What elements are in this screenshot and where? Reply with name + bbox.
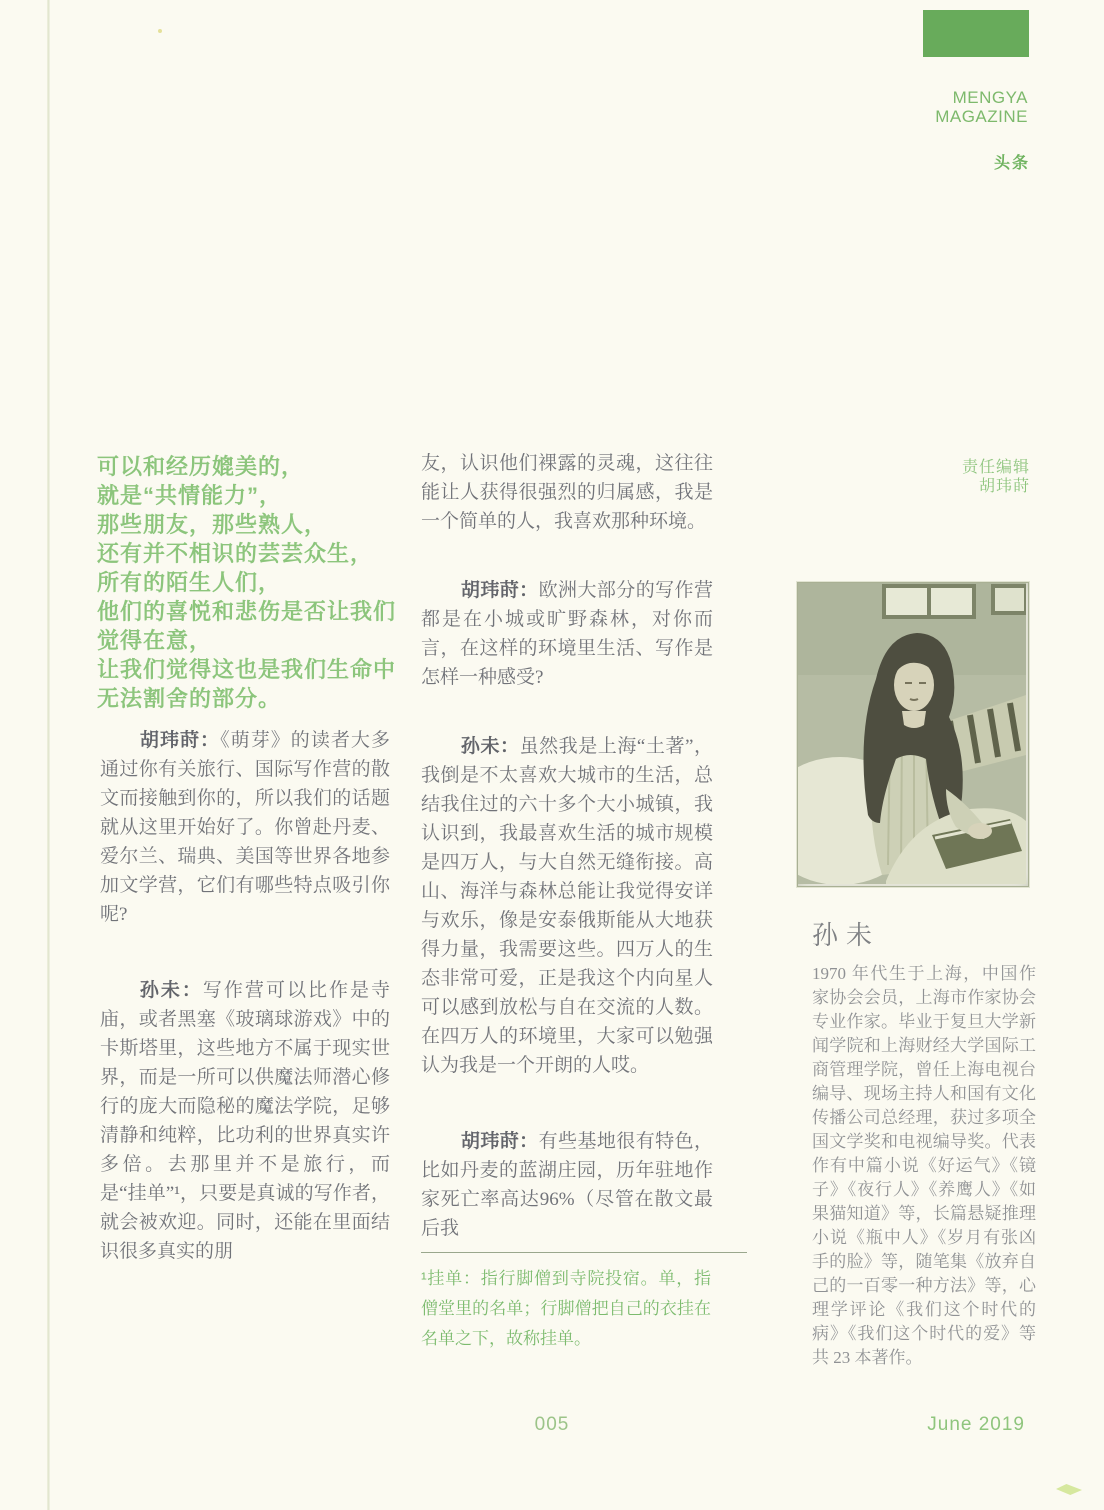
pull-quote-line: 就是“共情能力”， <box>97 483 283 508</box>
editor-credit-name: 胡玮莳 <box>978 478 1030 495</box>
interview-question <box>100 726 390 929</box>
pull-quote-line: 那些朋友，那些熟人， <box>97 512 328 537</box>
magazine-name <box>935 88 1028 126</box>
speaker-name: 胡玮莳： <box>460 1131 539 1152</box>
magazine-logo-block <box>923 10 1029 57</box>
answer-text: 虽然我是上海“土著”，我倒是不太喜欢大城市的生活，总结我住过的六十多个大小城镇，我认识到，我最喜欢生活的城市规模是四万人，与大自然无缝衔接。高山、海洋与森林总能让我觉得安详与欢乐，像是安泰俄斯能从大地获得力量，我需要这些。四万人的生态非常可爱，正是我这个内向星人可以感到放松与自在交流的人数。在四万人的环境里，大家可以勉强认为我是一个开朗的人哎。 <box>421 736 713 1076</box>
pull-quote-line: 可以和经历媲美的， <box>97 454 305 479</box>
portrait-photo <box>797 582 1029 887</box>
pull-quote-line: 让我们觉得这也是我们生命中 <box>97 657 397 682</box>
speaker-name: 孙未： <box>139 980 203 1001</box>
editor-credit <box>962 458 1030 496</box>
interview-question <box>421 576 713 692</box>
page-number: 005 <box>534 1414 570 1435</box>
editor-credit-label: 责任编辑 <box>961 459 1030 476</box>
interview-column-2 <box>421 449 713 1243</box>
interview-answer <box>421 732 713 1080</box>
woman-portrait-illustration <box>798 583 1026 884</box>
question-text: 有些基地很有特色，比如丹麦的蓝湖庄园，历年驻地作家死亡率高达96%（尽管在散文最后我 <box>421 1131 713 1239</box>
speaker-name: 胡玮莳： <box>139 730 221 751</box>
pull-quote-line: 所有的陌生人们， <box>97 570 282 595</box>
speaker-name: 胡玮莳： <box>460 580 539 601</box>
corner-scan-mark <box>1056 1484 1082 1495</box>
pull-quote-line: 他们的喜悦和悲伤是否让我们 <box>97 599 397 624</box>
footnote-divider <box>421 1252 747 1253</box>
pull-quote-line: 觉得在意， <box>97 628 213 653</box>
interview-column-1 <box>100 726 390 1266</box>
scan-dot-artifact <box>158 29 162 33</box>
footnote: ¹挂单：指行脚僧到寺院投宿。单，指僧堂里的名单；行脚僧把自己的衣挂在名单之下，故称挂单。 <box>421 1269 711 1348</box>
question-text: 《萌芽》的读者大多通过你有关旅行、国际写作营的散文而接触到你的，所以我们的话题就从这里开始好了。你曾赴丹麦、爱尔兰、瑞典、美国等世界各地参加文学营，它们有哪些特点吸引你呢? <box>100 730 390 925</box>
question-text: 欧洲大部分的写作营都是在小城或旷野森林，对你而言，在这样的环境里生活、写作是怎样一种感受? <box>421 580 713 688</box>
interview-answer-continued: 友，认识他们裸露的灵魂，这往往能让人获得很强烈的归属感，我是一个简单的人，我喜欢那种环境。 <box>421 453 713 532</box>
pull-quote-line: 无法割舍的部分。 <box>97 686 282 711</box>
answer-text: 写作营可以比作是寺庙，或者黑塞《玻璃球游戏》中的卡斯塔里，这些地方不属于现实世界，而是一所可以供魔法师潜心修行的庞大而隐秘的魔法学院，足够清静和纯粹，比功利的世界真实许多倍。去那里并不是旅行，而是“挂单”¹，只要是真诚的写作者，就会被欢迎。同时，还能在里面结识很多真实的朋 <box>100 980 390 1262</box>
magazine-name-line1: MENGYA <box>952 88 1028 107</box>
magazine-name-line2: MAGAZINE <box>935 107 1028 126</box>
profile-name: 孙未 <box>812 921 881 950</box>
interview-answer <box>100 976 390 1266</box>
pull-quote <box>97 452 437 713</box>
interview-question <box>421 1127 713 1243</box>
profile-bio: 1970 年代生于上海，中国作家协会会员，上海市作家协会专业作家。毕业于复旦大学新闻学院和上海财经大学国际工商管理学院，曾任上海电视台编导、现场主持人和国有文化传播公司总经理，获过多项全国文学奖和电视编导奖。代表作有中篇小说《好运气》《镜子》《夜行人》《养鹰人》《如果猫知道》等，长篇悬疑推理小说《瓶中人》《岁月有张凶手的脸》等，随笔集《放弃自己的一百零一种方法》等，心理学评论《我们这个时代的病》《我们这个时代的爱》等共 23 本著作。 <box>812 964 1036 1367</box>
page-fold-line <box>47 0 50 1510</box>
section-tag: 头条 <box>993 155 1030 172</box>
pull-quote-line: 还有并不相识的芸芸众生， <box>97 541 374 566</box>
issue-date: June 2019 <box>927 1414 1025 1435</box>
speaker-name: 孙未： <box>460 736 520 757</box>
